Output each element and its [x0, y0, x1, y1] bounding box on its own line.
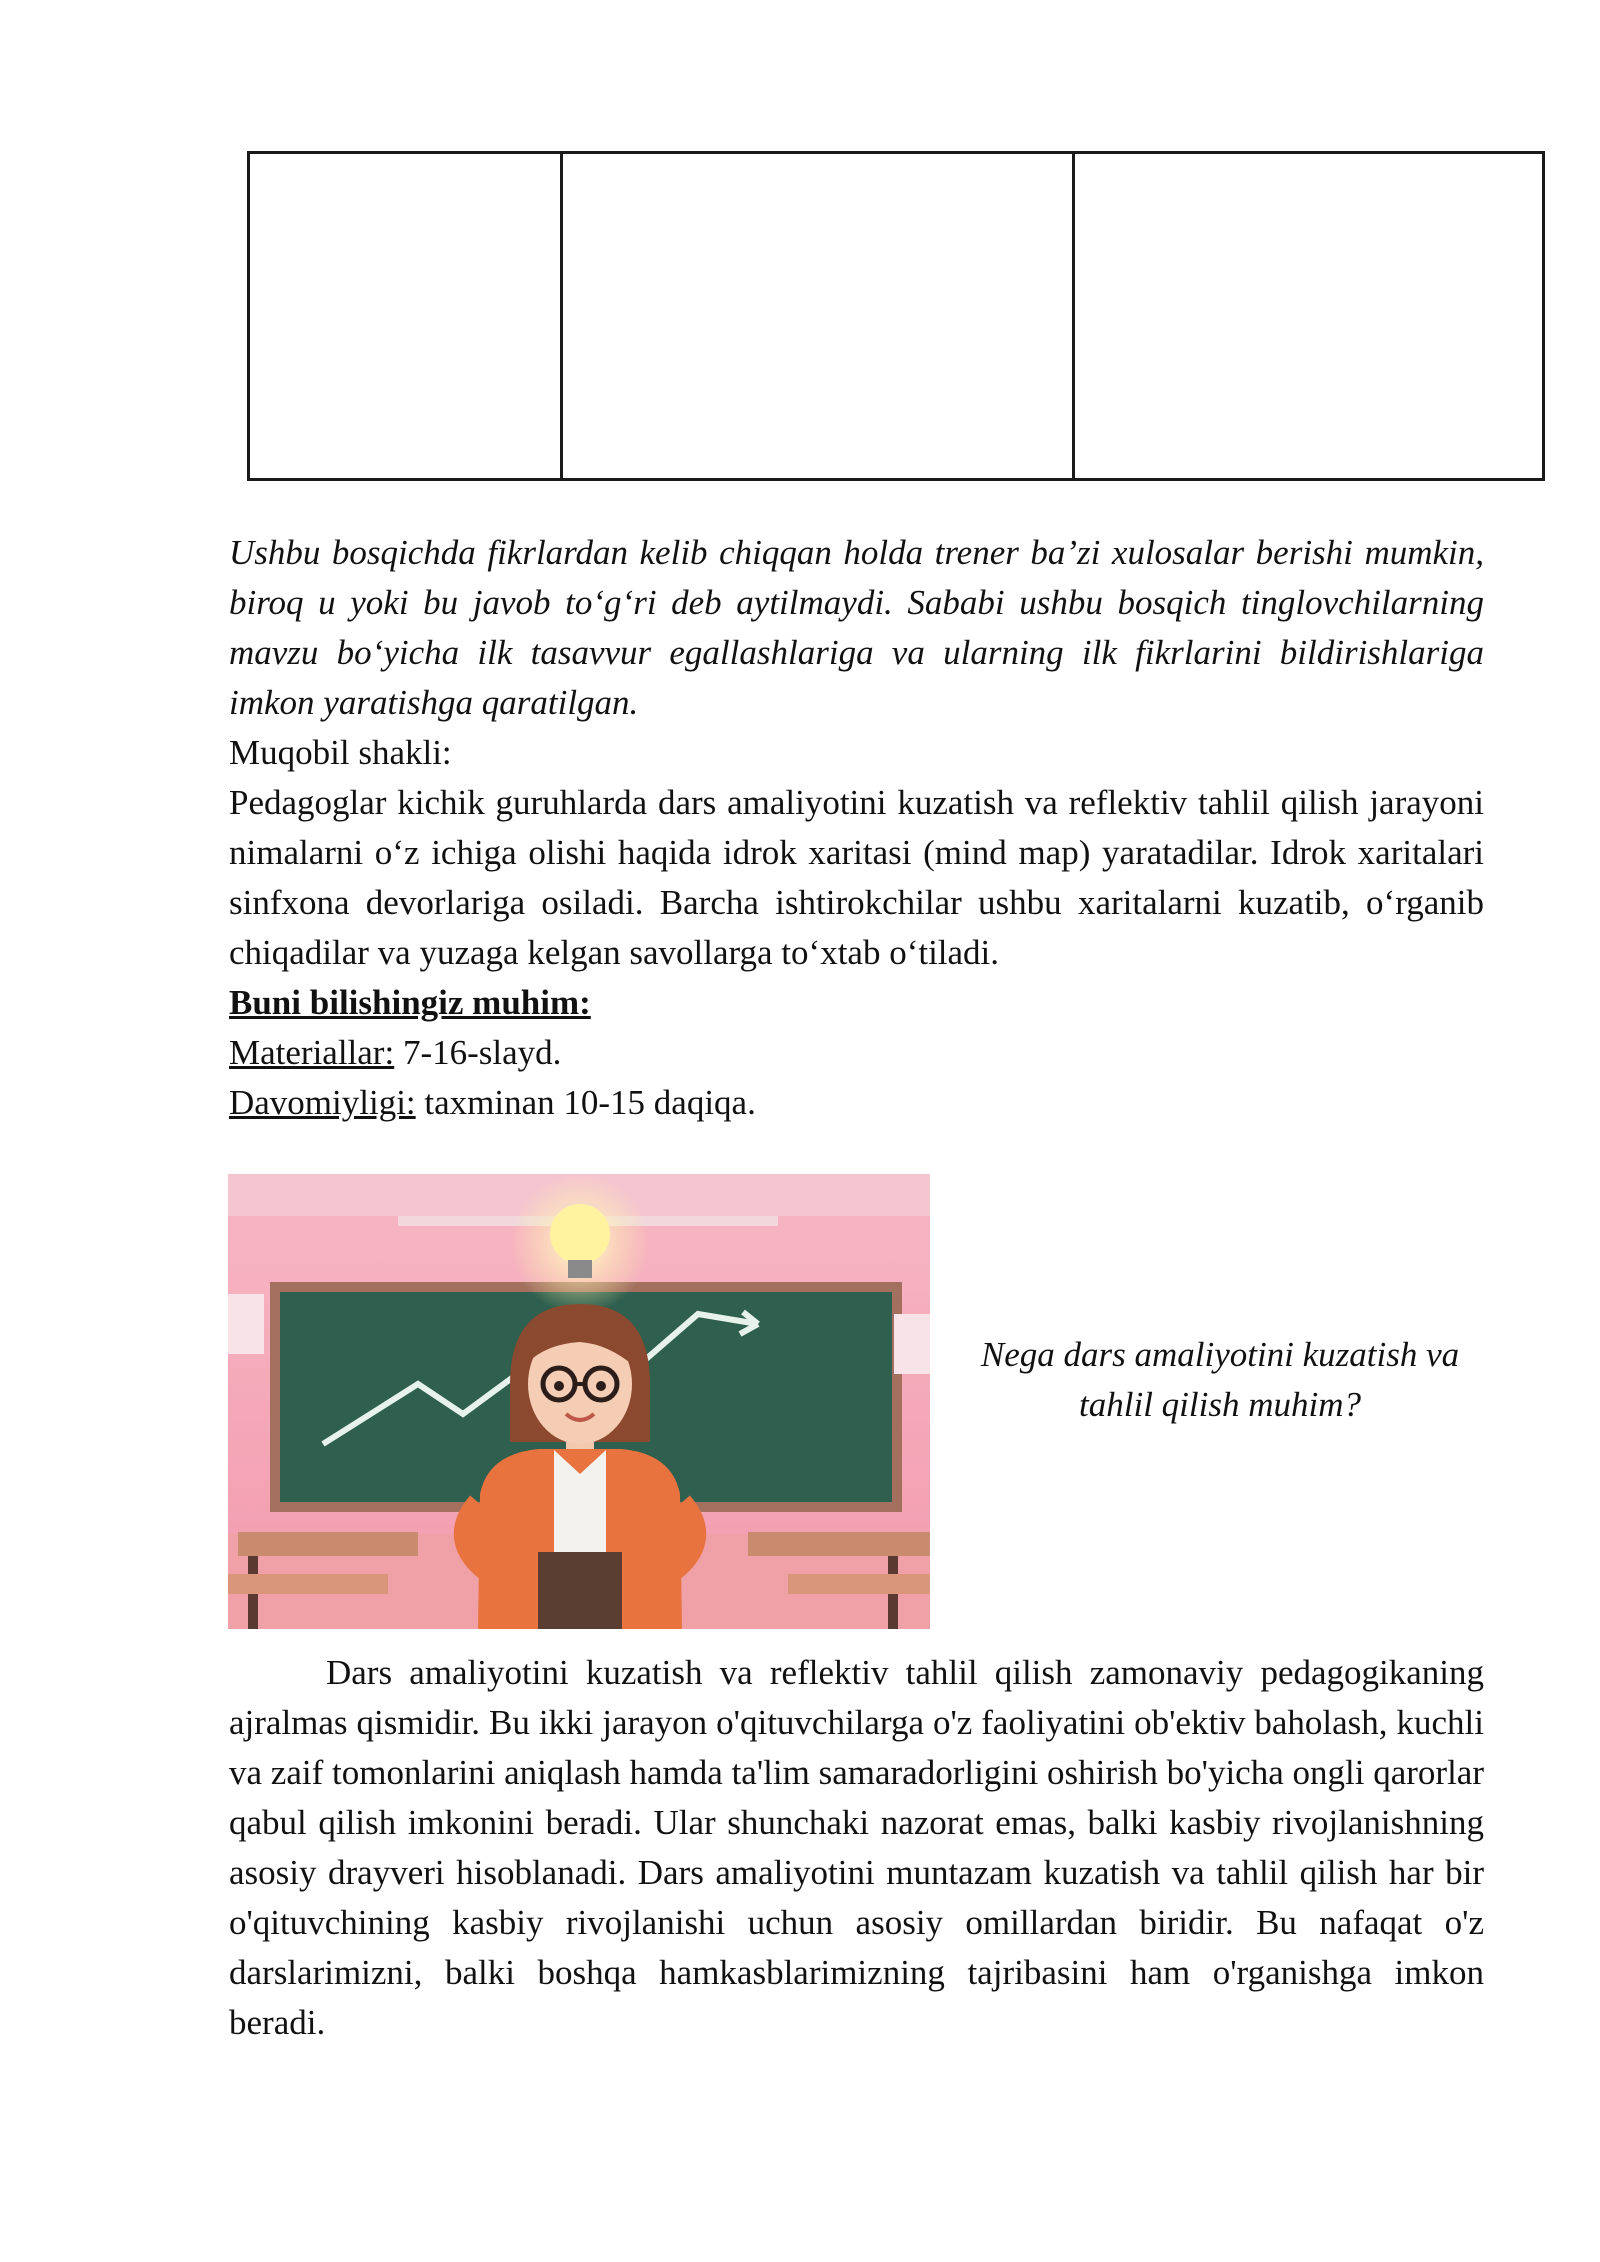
illustration-caption: Nega dars amaliyotini kuzatish va tahlil qilish muhim? — [980, 1335, 1460, 1424]
teacher-with-lightbulb-illustration — [228, 1174, 930, 1629]
table-row — [249, 153, 1544, 480]
table-cell — [1074, 153, 1544, 480]
body-paragraph: Dars amaliyotini kuzatish va reflektiv tahlil qilish zamonaviy pedagogikaning ajralmas qismidir. Bu ikki jarayon o'qituvchilarga o'z faoliyatini ob'ektiv baholash, kuchli va zaif tomonlarini aniqlash hamda ta'lim samaradorligini oshirish bo'yicha ongli qarorlar qabul qilish imkonini beradi. Ular shunchaki nazorat emas, balki kasbiy rivojlanishning asosiy drayveri hisoblanadi. Dars amaliyotini muntazam kuzatish va tahlil qilish har bir o'qituvchining kasbiy rivojlanishi uchun asosiy omillardan biridir. Bu nafaqat o'z darslarimizni, balki boshqa hamkasblarimizning tajribasini ham o'rganishga imkon beradi. — [229, 1653, 1484, 2042]
duration-value: taxminan 10-15 daqiqa. — [424, 1083, 756, 1122]
materials-label: Materiallar: — [229, 1033, 395, 1072]
materials-value: 7-16-slayd. — [402, 1033, 562, 1072]
important-heading: Buni bilishingiz muhim: — [229, 983, 591, 1022]
italic-paragraph: Ushbu bosqichda fikrlardan kelib chiqqan holda trener ba’zi xulosalar berishi mumkin, biroq u yoki bu javob to‘g‘ri deb aytilmaydi. Sababi ushbu bosqich tinglovchilarning mavzu bo‘yicha ilk tasavvur egallashlariga va ularning ilk fikrlarini bildirishlariga imkon yaratishga qaratilgan. — [229, 533, 1484, 722]
alternative-paragraph: Pedagoglar kichik guruhlarda dars amaliyotini kuzatish va reflektiv tahlil qilish jarayoni nimalarni o‘z ichiga olishi haqida idrok xaritasi (mind map) yaratadilar. Idrok xaritalari sinfxona devorlariga osiladi. Barcha ishtirokchilar ushbu xaritalarni kuzatib, o‘rganib chiqadilar va yuzaga kelgan savollarga to‘xtab o‘tiladi. — [229, 783, 1484, 972]
alternative-label: Muqobil shakli: — [229, 733, 452, 772]
empty-table — [247, 151, 1545, 481]
table-cell — [249, 153, 562, 480]
table-cell — [562, 153, 1074, 480]
duration-label: Davomiyligi: — [229, 1083, 416, 1122]
duration-line — [229, 1078, 1484, 1128]
materials-line — [229, 1028, 1484, 1078]
